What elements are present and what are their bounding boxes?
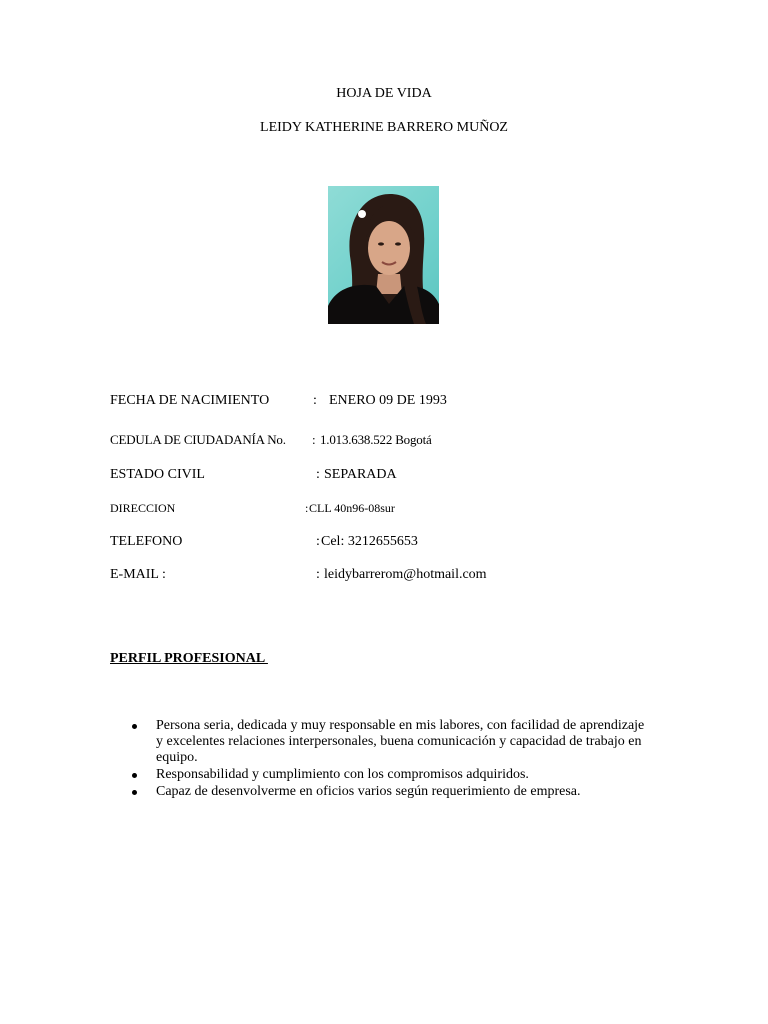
bullet-icon [132, 773, 137, 778]
detail-label: TELEFONO [110, 534, 183, 549]
detail-separator: : [313, 393, 317, 408]
person-name: LEIDY KATHERINE BARRERO MUÑOZ [260, 120, 508, 135]
document-title: HOJA DE VIDA [336, 86, 432, 101]
detail-separator: : [316, 534, 320, 549]
portrait-photo [328, 186, 439, 324]
detail-separator: : [316, 467, 320, 482]
detail-value: 1.013.638.522 Bogotá [320, 432, 432, 447]
detail-label: DIRECCION [110, 501, 176, 515]
list-item-text: Responsabilidad y cumplimiento con los compromisos adquiridos. [156, 767, 529, 782]
detail-separator: : [316, 567, 320, 582]
detail-value: Cel: 3212655653 [321, 534, 418, 549]
list-item [110, 784, 650, 800]
detail-label: ESTADO CIVIL [110, 467, 205, 482]
detail-label: CEDULA DE CIUDADANÍA No. [110, 432, 286, 447]
detail-value: SEPARADA [324, 467, 397, 482]
detail-value: leidybarrerom@hotmail.com [324, 567, 487, 582]
perfil-list [110, 718, 650, 801]
detail-separator: : [312, 432, 316, 447]
list-item [110, 718, 650, 766]
detail-value: ENERO 09 DE 1993 [329, 393, 447, 408]
section-title-perfil: PERFIL PROFESIONAL [110, 651, 268, 666]
detail-label: E-MAIL : [110, 567, 166, 582]
list-item [110, 767, 650, 783]
bullet-icon [132, 790, 137, 795]
list-item-text: Capaz de desenvolverme en oficios varios según requerimiento de empresa. [156, 784, 581, 799]
detail-label: FECHA DE NACIMIENTO [110, 393, 270, 408]
portrait-illustration [328, 186, 439, 324]
detail-separator: : [305, 501, 309, 515]
detail-value: CLL 40n96-08sur [309, 501, 395, 515]
bullet-icon [132, 724, 137, 729]
list-item-text: Persona seria, dedicada y muy responsable en mis labores, con facilidad de aprendizaje y excelentes relaciones interpersonales, buena comunicación y capacidad de trabajo en equipo. [156, 718, 645, 765]
